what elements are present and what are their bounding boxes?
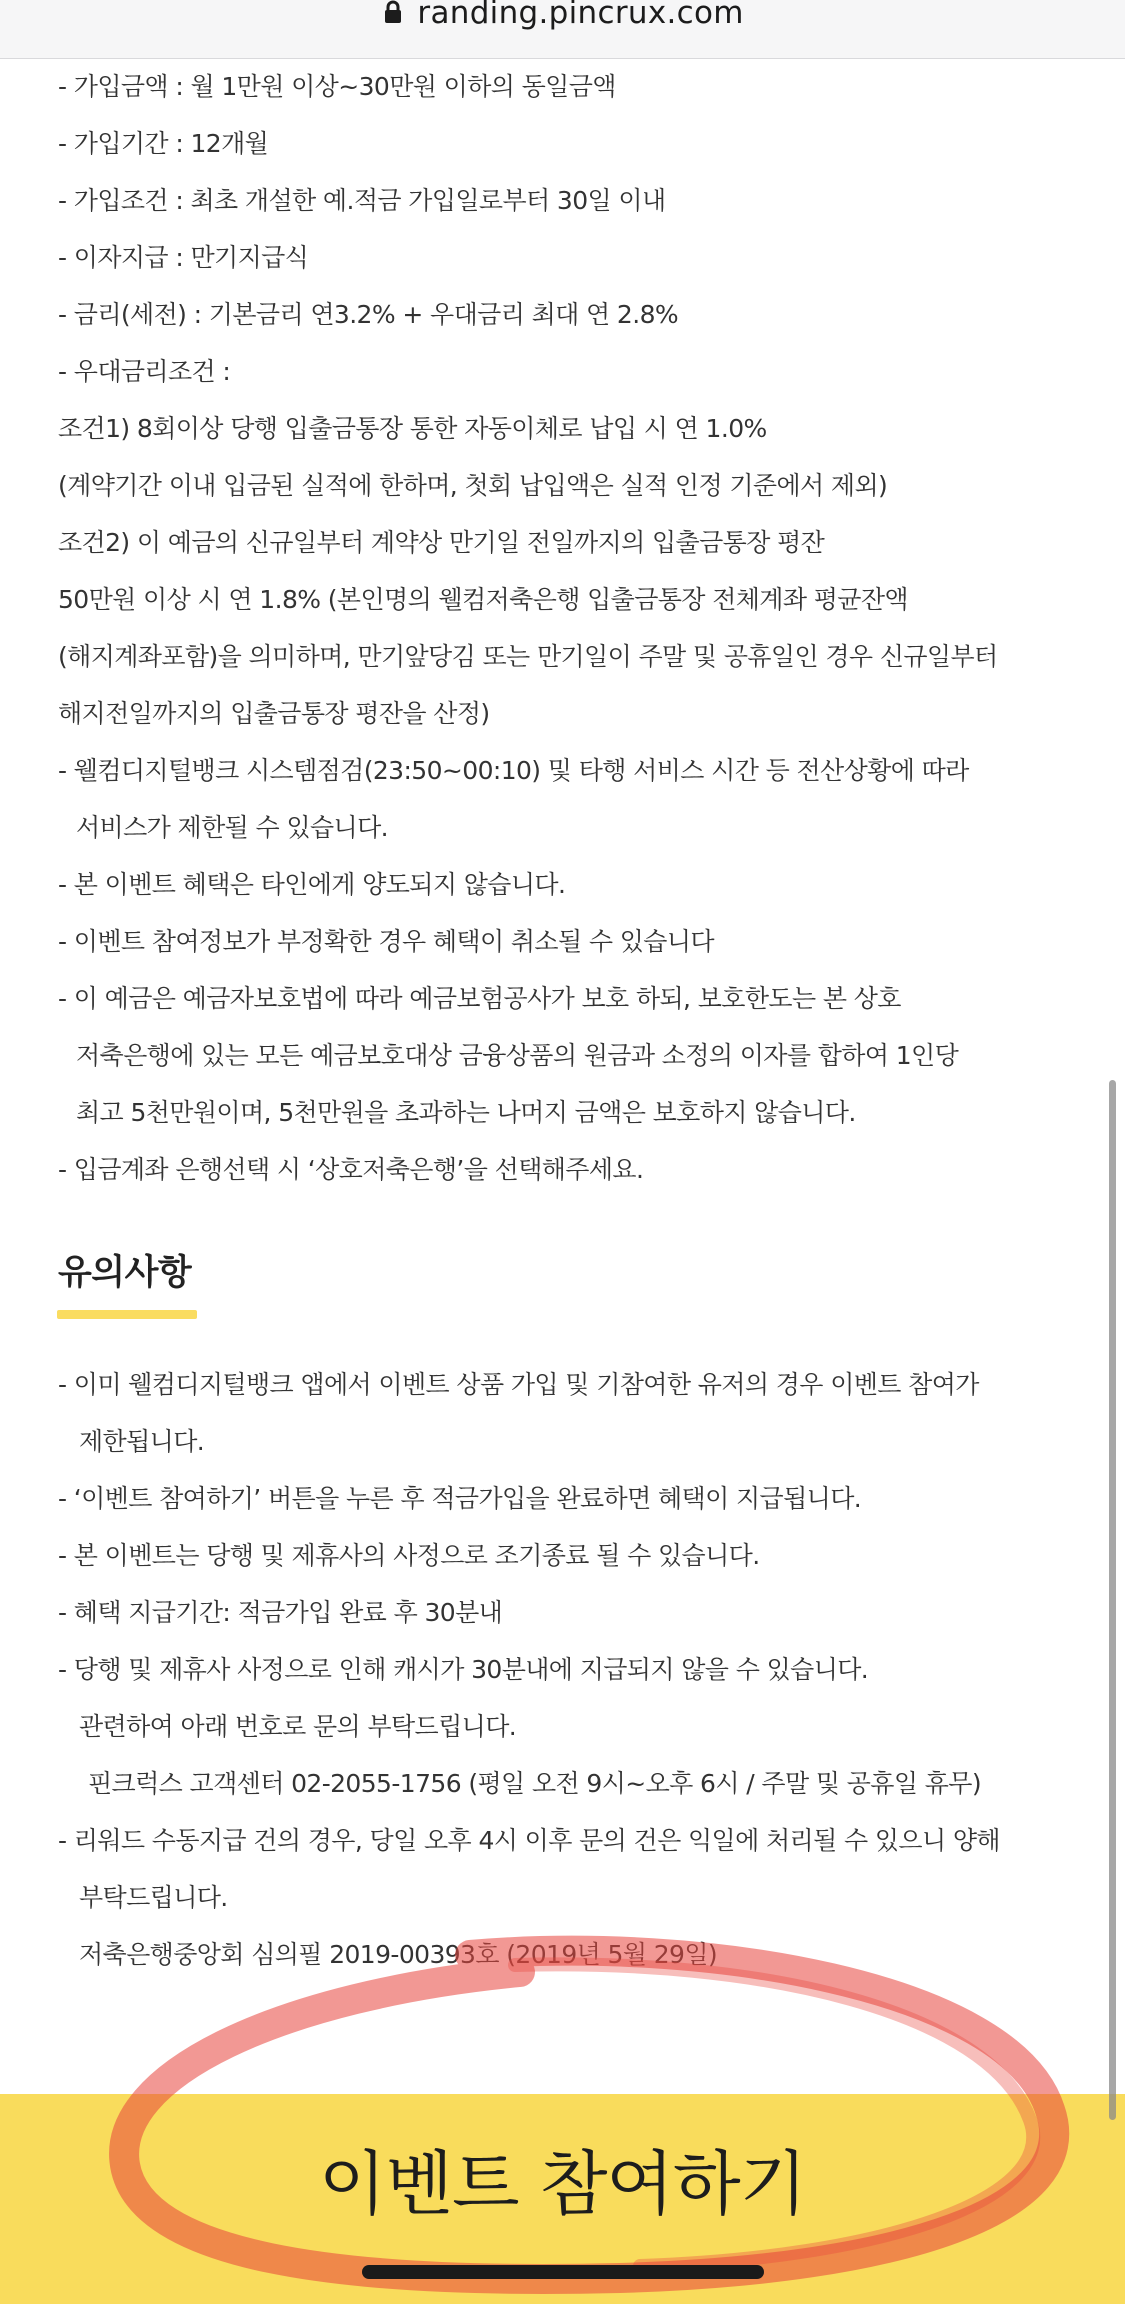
notice-line: - 이미 웰컴디지털뱅크 앱에서 이벤트 상품 가입 및 기참여한 유저의 경우 이벤트 참여가 (58, 1370, 979, 1399)
review-approval-line: 저축은행중앙회 심의필 2019-00393호 (2019년 5월 29일) (79, 1940, 718, 1969)
term-line: - 입금계좌 은행선택 시 ‘상호저축은행’을 선택해주세요. (58, 1155, 644, 1184)
lock-icon (381, 0, 407, 26)
notice-line: - ‘이벤트 참여하기’ 버튼을 누른 후 적금가입을 완료하면 혜택이 지급됩니다. (58, 1484, 862, 1513)
term-line: - 본 이벤트 혜택은 타인에게 양도되지 않습니다. (58, 870, 566, 899)
scrollbar[interactable] (1109, 1080, 1116, 2120)
term-line: 서비스가 제한될 수 있습니다. (76, 813, 388, 842)
term-line: (해지계좌포함)을 의미하며, 만기앞당김 또는 만기일이 주말 및 공휴일인 경우 신규일부터 (58, 642, 998, 671)
notice-line: - 혜택 지급기간: 적금가입 완료 후 30분내 (58, 1598, 503, 1627)
notice-heading: 유의사항 (58, 1253, 192, 1293)
notice-line: - 리워드 수동지급 건의 경우, 당일 오후 4시 이후 문의 건은 익일에 처리될 수 있으니 양해 (58, 1826, 1000, 1855)
term-line: - 금리(세전) : 기본금리 연3.2% + 우대금리 최대 연 2.8% (58, 300, 679, 329)
term-line: 조건2) 이 예금의 신규일부터 계약상 만기일 전일까지의 입출금통장 평잔 (58, 528, 825, 557)
home-indicator (362, 2265, 764, 2279)
term-line: 해지전일까지의 입출금통장 평잔을 산정) (58, 699, 490, 728)
term-line: 저축은행에 있는 모든 예금보호대상 금융상품의 원금과 소정의 이자를 합하여 1인당 (76, 1041, 959, 1070)
term-line: - 이벤트 참여정보가 부정확한 경우 혜택이 취소될 수 있습니다 (58, 927, 714, 956)
notice-line: - 본 이벤트는 당행 및 제휴사의 사정으로 조기종료 될 수 있습니다. (58, 1541, 760, 1570)
notice-line: 부탁드립니다. (79, 1883, 228, 1912)
term-line: 50만원 이상 시 연 1.8% (본인명의 웰컴저축은행 입출금통장 전체계좌 평균잔액 (58, 585, 908, 614)
event-participate-label: 이벤트 참여하기 (318, 2143, 807, 2225)
term-line: - 가입기간 : 12개월 (58, 129, 269, 158)
notice-line: 제한됩니다. (79, 1427, 205, 1456)
term-line: - 웰컴디지털뱅크 시스템점검(23:50~00:10) 및 타행 서비스 시간 등 전산상황에 따라 (58, 756, 969, 785)
term-line: - 이 예금은 예금자보호법에 따라 예금보험공사가 보호 하되, 보호한도는 본 상호 (58, 984, 901, 1013)
term-line: 조건1) 8회이상 당행 입출금통장 통한 자동이체로 납입 시 연 1.0% (58, 414, 767, 443)
term-line: - 이자지급 : 만기지급식 (58, 243, 309, 272)
customer-center-line: 핀크럭스 고객센터 02-2055-1756 (평일 오전 9시~오후 6시 / 주말 및 공휴일 휴무) (88, 1769, 982, 1798)
term-line: 최고 5천만원이며, 5천만원을 초과하는 나머지 금액은 보호하지 않습니다. (76, 1098, 856, 1127)
url-text: randing.pincrux.com (417, 0, 744, 31)
url-text-container[interactable] (0, 0, 1125, 30)
heading-underline (57, 1310, 197, 1319)
term-line: - 가입조건 : 최초 개설한 예.적금 가입일로부터 30일 이내 (58, 186, 666, 215)
term-line: (계약기간 이내 입금된 실적에 한하며, 첫회 납입액은 실적 인정 기준에서 제외) (58, 471, 888, 500)
term-line: - 우대금리조건 : (58, 357, 231, 386)
browser-url-bar[interactable] (0, 0, 1125, 59)
notice-line: 관련하여 아래 번호로 문의 부탁드립니다. (79, 1712, 517, 1741)
notice-line: - 당행 및 제휴사 사정으로 인해 캐시가 30분내에 지급되지 않을 수 있습니다. (58, 1655, 869, 1684)
term-line: - 가입금액 : 월 1만원 이상~30만원 이하의 동일금액 (58, 72, 616, 101)
